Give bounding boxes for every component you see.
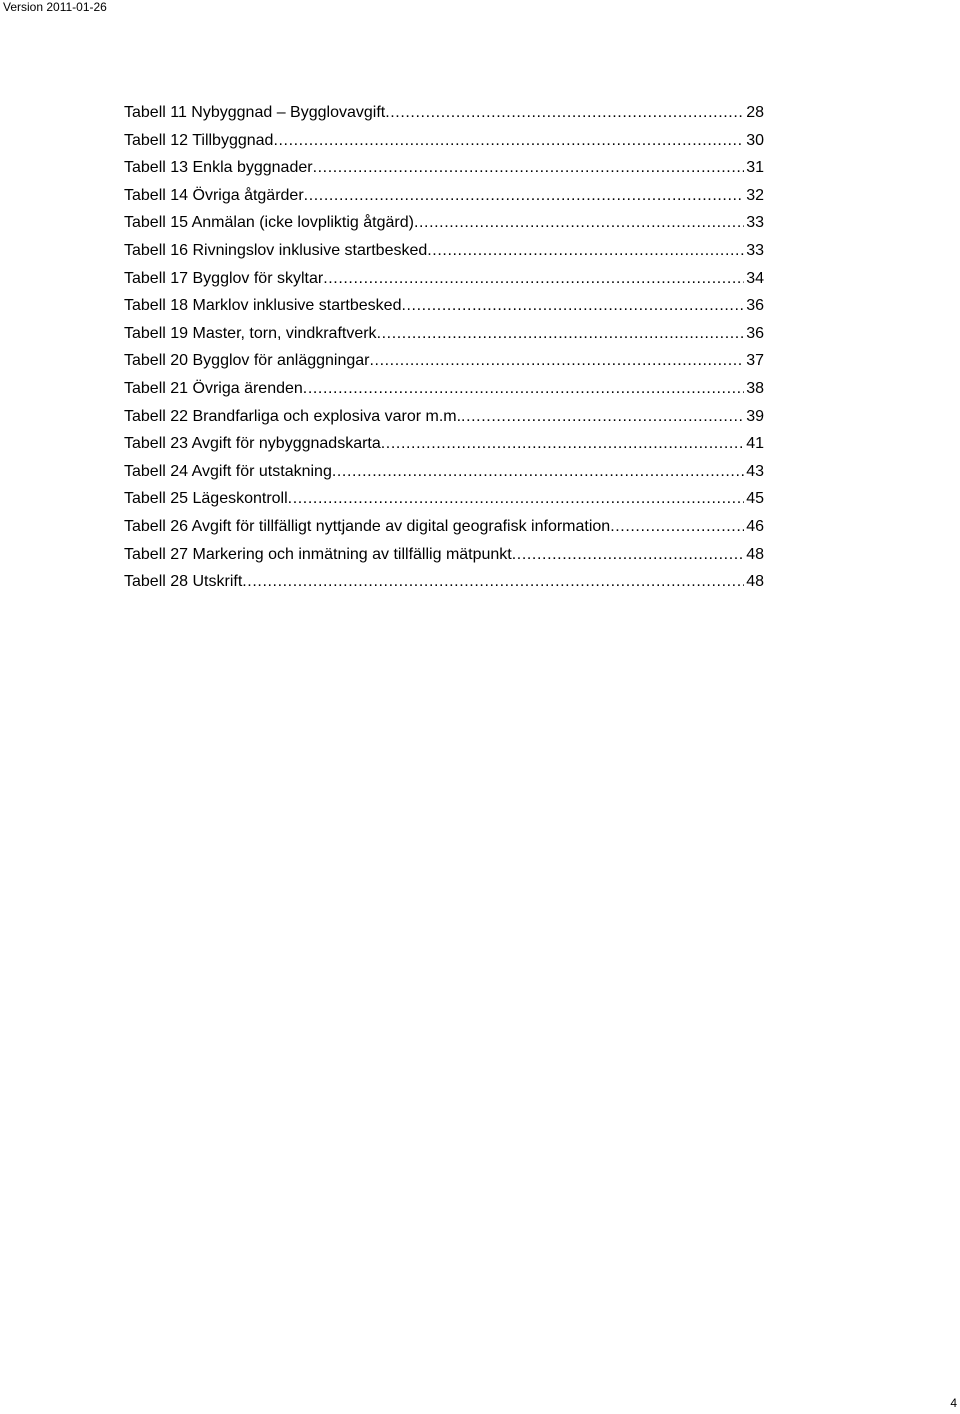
toc-entry-page: 31: [746, 159, 764, 177]
toc-dot-leader: [304, 182, 744, 210]
toc-entry[interactable]: [124, 237, 764, 265]
toc-entry-title: Tabell 25 Lägeskontroll: [124, 490, 288, 508]
toc-entry[interactable]: [124, 513, 764, 541]
toc-entry-title: Tabell 18 Marklov inklusive startbesked: [124, 297, 402, 315]
toc-entry[interactable]: [124, 541, 764, 569]
toc-entry-title: Tabell 17 Bygglov för skyltar: [124, 269, 324, 287]
toc-dot-leader: [610, 513, 744, 541]
toc-dot-leader: [323, 265, 744, 293]
toc-entry[interactable]: [124, 182, 764, 210]
toc-dot-leader: [385, 99, 744, 127]
toc-entry-page: 43: [746, 462, 764, 480]
toc-entry[interactable]: [124, 99, 764, 127]
toc-entry-title: Tabell 11 Nybyggnad – Bygglovavgift: [124, 104, 386, 121]
page-number: 4: [950, 1396, 957, 1410]
toc-entry[interactable]: [124, 265, 764, 293]
toc-entry-title: Tabell 26 Avgift för tillfälligt nyttjande av digital geografisk information: [124, 517, 611, 535]
toc-entry[interactable]: [124, 403, 764, 431]
toc-entry[interactable]: [124, 375, 764, 403]
toc-entry-title: Tabell 22 Brandfarliga och explosiva varor m.m.: [124, 407, 462, 425]
toc-entry[interactable]: [124, 127, 764, 155]
toc-dot-leader: [414, 209, 744, 237]
toc-entry-page: 36: [746, 297, 764, 315]
toc-entry-title: Tabell 28 Utskrift: [124, 573, 243, 591]
table-of-contents: [124, 99, 764, 596]
toc-dot-leader: [461, 403, 744, 431]
toc-dot-leader: [401, 292, 744, 320]
toc-entry[interactable]: [124, 154, 764, 182]
toc-entry-page: 48: [746, 545, 764, 563]
toc-entry-title: Tabell 24 Avgift för utstakning: [124, 462, 332, 480]
toc-entry[interactable]: [124, 568, 764, 596]
toc-dot-leader: [370, 347, 745, 375]
toc-entry-title: Tabell 27 Markering och inmätning av tillfällig mätpunkt: [124, 545, 512, 563]
toc-entry-title: Tabell 14 Övriga åtgärder: [124, 186, 304, 204]
toc-entry-title: Tabell 13 Enkla byggnader: [124, 159, 313, 177]
toc-entry-title: Tabell 12 Tillbyggnad: [124, 131, 274, 149]
toc-entry-page: 37: [746, 352, 764, 370]
toc-entry-page: 34: [746, 269, 764, 287]
toc-entry[interactable]: [124, 320, 764, 348]
toc-entry-page: 28: [746, 104, 764, 121]
toc-entry-page: 36: [746, 324, 764, 342]
toc-dot-leader: [273, 127, 744, 155]
toc-entry-title: Tabell 19 Master, torn, vindkraftverk: [124, 324, 377, 342]
toc-entry[interactable]: [124, 292, 764, 320]
toc-dot-leader: [377, 320, 744, 348]
toc-entry-title: Tabell 16 Rivningslov inklusive startbesked: [124, 241, 428, 259]
toc-entry-page: 30: [746, 131, 764, 149]
toc-entry-title: Tabell 23 Avgift för nybyggnadskarta: [124, 435, 381, 453]
toc-dot-leader: [303, 375, 744, 403]
toc-entry-page: 33: [746, 214, 764, 232]
toc-entry-page: 38: [746, 379, 764, 397]
toc-entry[interactable]: [124, 430, 764, 458]
toc-entry-page: 39: [746, 407, 764, 425]
toc-entry[interactable]: [124, 485, 764, 513]
toc-entry-page: 32: [746, 186, 764, 204]
toc-entry-title: Tabell 15 Anmälan (icke lovpliktig åtgärd): [124, 214, 414, 232]
toc-entry-page: 46: [746, 517, 764, 535]
version-label: Version 2011-01-26: [3, 0, 107, 14]
toc-entry[interactable]: [124, 347, 764, 375]
toc-entry[interactable]: [124, 209, 764, 237]
toc-entry-title: Tabell 21 Övriga ärenden: [124, 379, 303, 397]
toc-dot-leader: [512, 541, 744, 569]
toc-entry-page: 41: [746, 435, 764, 453]
toc-entry-title: Tabell 20 Bygglov för anläggningar: [124, 352, 370, 370]
toc-entry-page: 33: [746, 241, 764, 259]
toc-dot-leader: [288, 485, 744, 513]
toc-entry[interactable]: [124, 458, 764, 486]
toc-dot-leader: [427, 237, 744, 265]
toc-entry-page: 48: [746, 573, 764, 591]
toc-dot-leader: [381, 430, 744, 458]
toc-dot-leader: [332, 458, 744, 486]
toc-entry-page: 45: [746, 490, 764, 508]
toc-dot-leader: [313, 154, 744, 182]
toc-dot-leader: [242, 568, 744, 596]
